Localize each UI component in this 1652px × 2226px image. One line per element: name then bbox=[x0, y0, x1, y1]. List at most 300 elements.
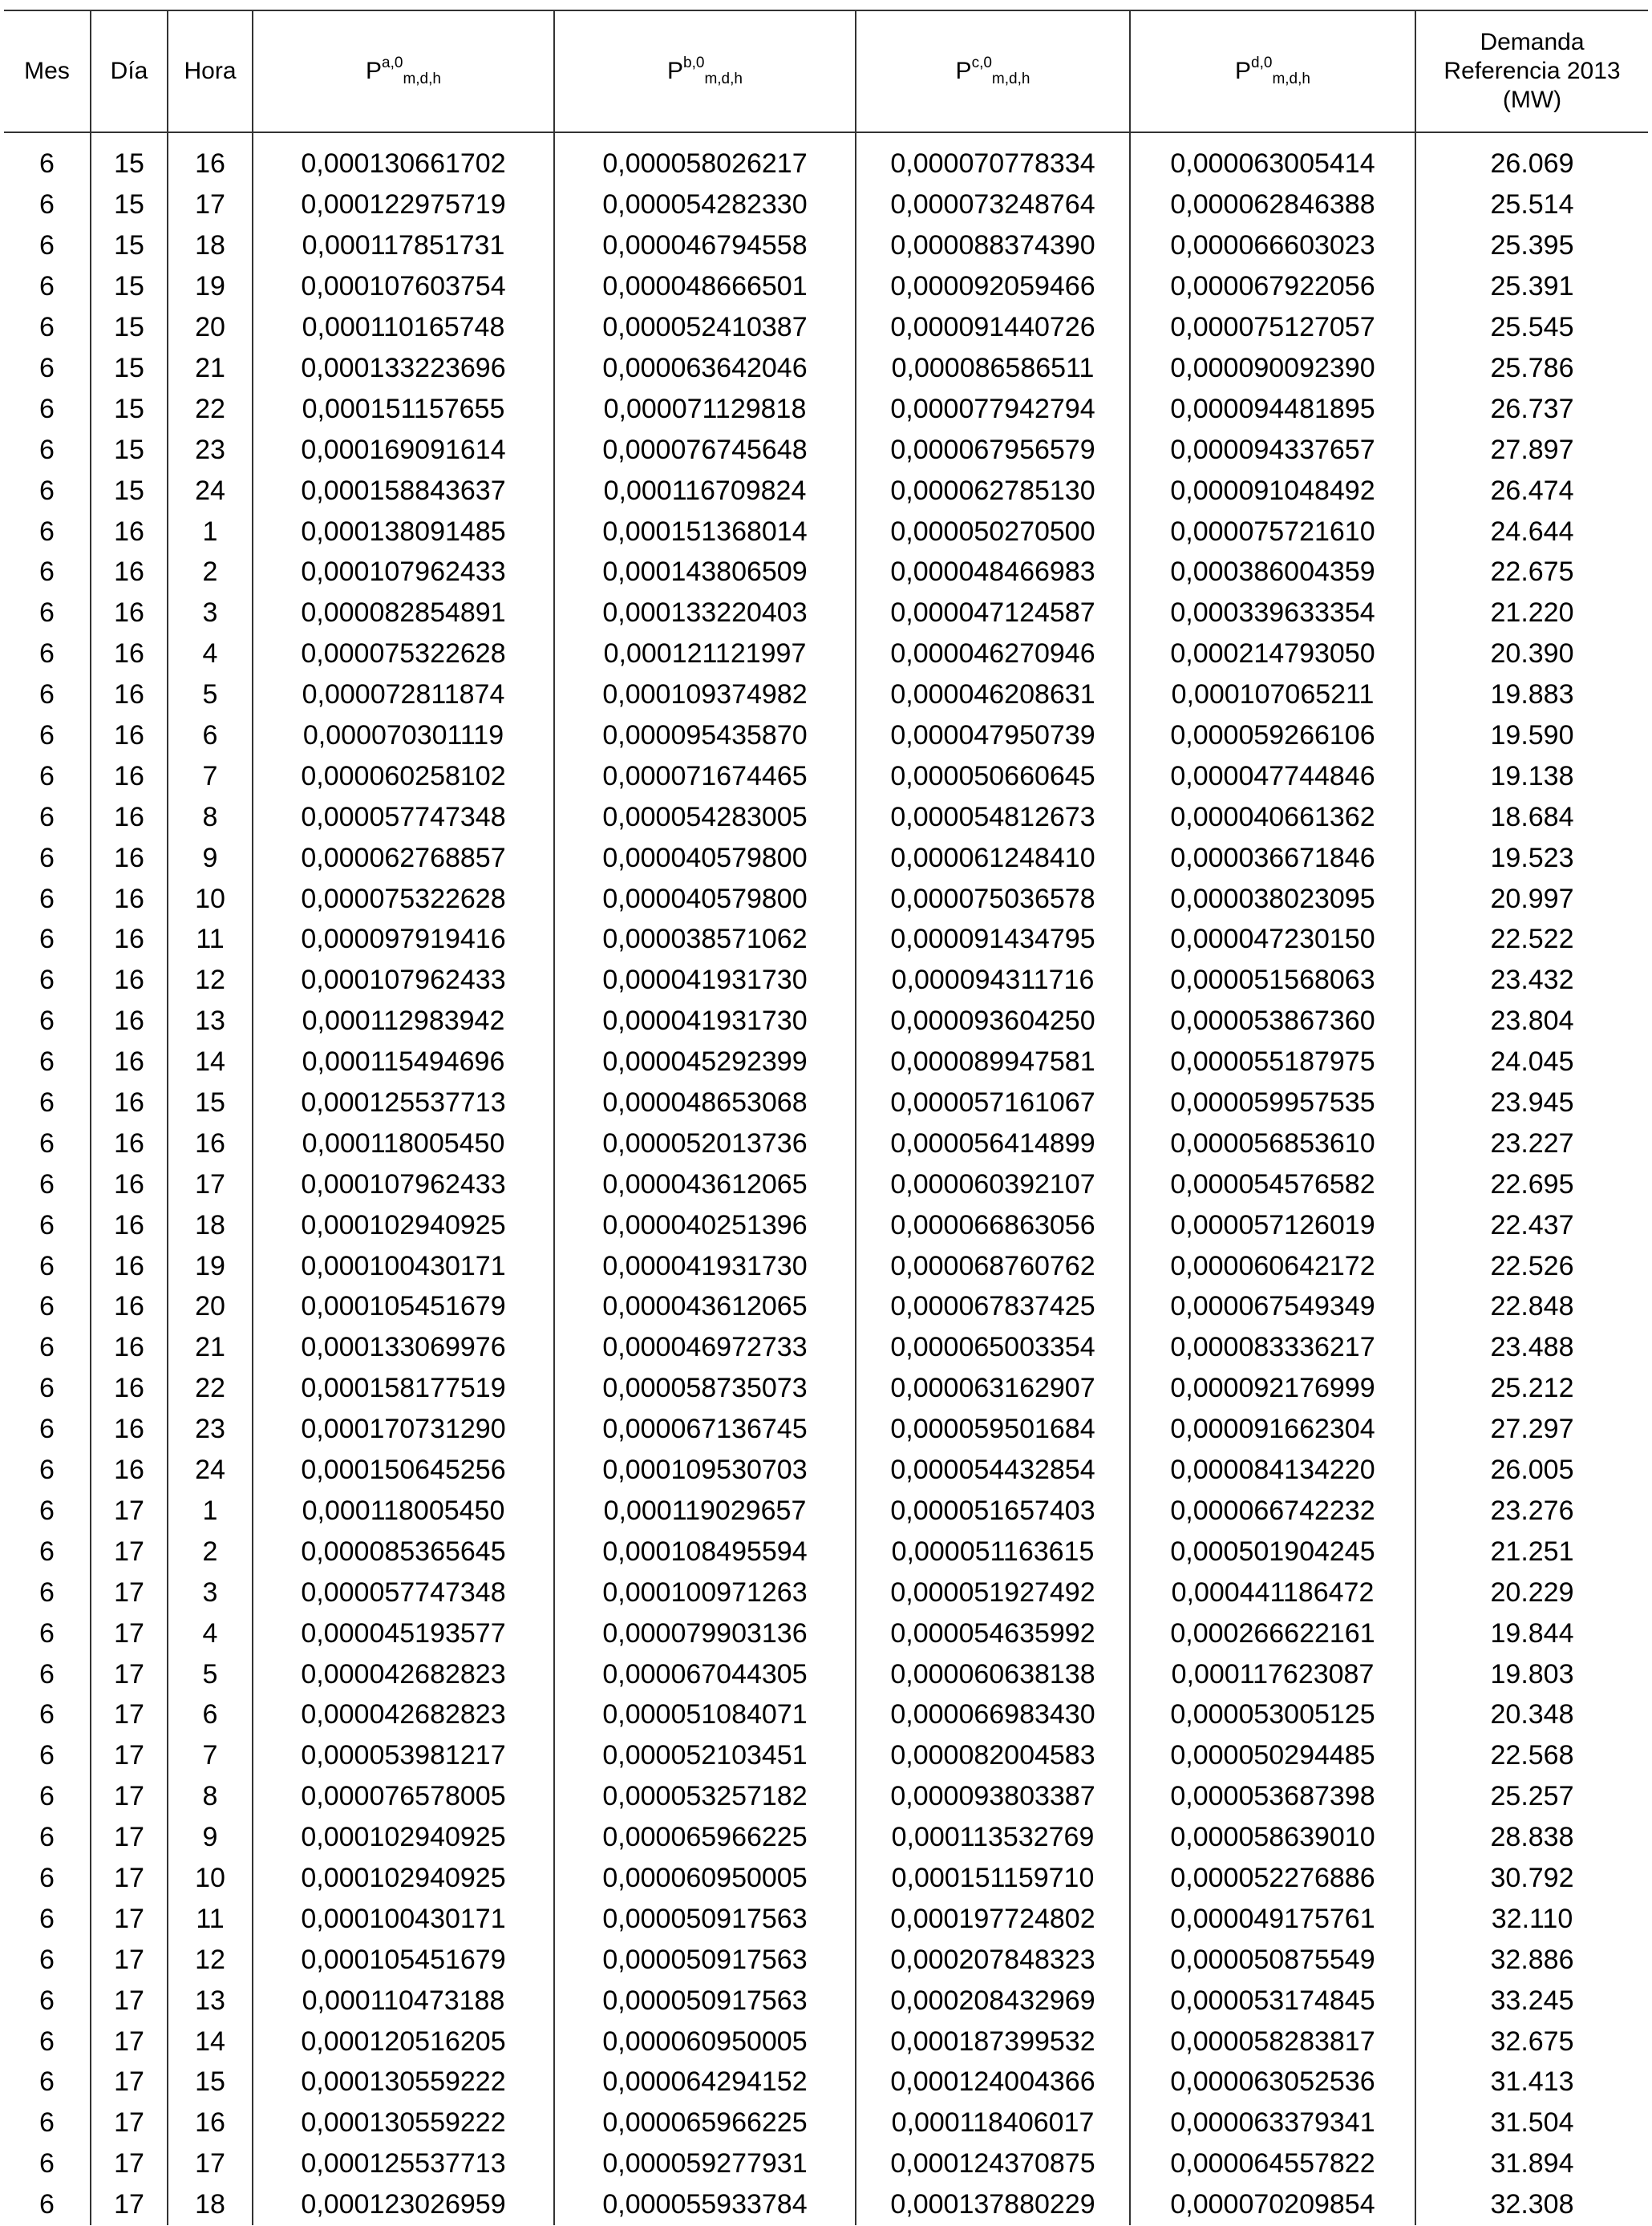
cell-hora: 18 bbox=[168, 2184, 253, 2225]
cell-hora: 7 bbox=[168, 755, 253, 796]
cell-dia: 16 bbox=[91, 715, 168, 756]
header-pa-base: P bbox=[366, 58, 383, 84]
cell-hora: 6 bbox=[168, 715, 253, 756]
cell-pa: 0,000042682823 bbox=[253, 1653, 554, 1694]
cell-pd: 0,000107065211 bbox=[1130, 674, 1415, 715]
cell-pa: 0,000110165748 bbox=[253, 307, 554, 348]
cell-hora: 2 bbox=[168, 1531, 253, 1572]
cell-pa: 0,000110473188 bbox=[253, 1980, 554, 2021]
cell-hora: 12 bbox=[168, 1939, 253, 1980]
cell-mes: 6 bbox=[39, 1985, 55, 2016]
cell-pb: 0,000043612065 bbox=[554, 1164, 856, 1204]
cell-demanda: 25.257 bbox=[1415, 1776, 1648, 1817]
cell-pd: 0,000070209854 bbox=[1130, 2184, 1415, 2225]
cell-pc: 0,000208432969 bbox=[856, 1980, 1130, 2021]
cell-mes: 6 bbox=[39, 1209, 55, 1240]
header-pc-sup: c,0 bbox=[971, 55, 992, 71]
cell-pa: 0,000125537713 bbox=[253, 1083, 554, 1123]
cell-hora: 16 bbox=[168, 1123, 253, 1164]
cell-pc: 0,000051657403 bbox=[856, 1491, 1130, 1532]
cell-demanda: 23.276 bbox=[1415, 1491, 1648, 1532]
cell-hora: 10 bbox=[168, 1858, 253, 1899]
cell-demanda: 30.792 bbox=[1415, 1858, 1648, 1899]
cell-mes: 6 bbox=[39, 1658, 55, 1690]
table-row bbox=[4, 552, 1648, 593]
cell-dia: 16 bbox=[91, 1368, 168, 1409]
table-row bbox=[4, 1409, 1648, 1450]
header-pd-sub: m,d,h bbox=[1272, 71, 1310, 87]
cell-hora: 21 bbox=[168, 1327, 253, 1368]
cell-pb: 0,000119029657 bbox=[554, 1491, 856, 1532]
table-row bbox=[4, 1001, 1648, 1042]
cell-pc: 0,000051927492 bbox=[856, 1572, 1130, 1613]
cell-pb: 0,000060950005 bbox=[554, 2021, 856, 2062]
header-pb-sub: m,d,h bbox=[704, 71, 743, 87]
cell-mes: 6 bbox=[39, 1291, 55, 1322]
cell-demanda: 21.220 bbox=[1415, 593, 1648, 633]
cell-demanda: 24.045 bbox=[1415, 1042, 1648, 1083]
cell-pc: 0,000137880229 bbox=[856, 2184, 1130, 2225]
cell-pd: 0,000066742232 bbox=[1130, 1491, 1415, 1532]
cell-dia: 17 bbox=[91, 1776, 168, 1817]
cell-hora: 10 bbox=[168, 878, 253, 919]
cell-pa: 0,000158843637 bbox=[253, 470, 554, 511]
cell-hora: 2 bbox=[168, 552, 253, 593]
cell-dia: 16 bbox=[91, 1001, 168, 1042]
cell-demanda: 20.390 bbox=[1415, 633, 1648, 674]
cell-pc: 0,000151159710 bbox=[856, 1858, 1130, 1899]
cell-pd: 0,000266622161 bbox=[1130, 1613, 1415, 1653]
cell-mes: 6 bbox=[39, 1944, 55, 1975]
cell-mes: 6 bbox=[39, 271, 55, 302]
table-row bbox=[4, 348, 1648, 389]
cell-dia: 16 bbox=[91, 1042, 168, 1083]
cell-hora: 11 bbox=[168, 1898, 253, 1939]
cell-hora: 19 bbox=[168, 266, 253, 307]
cell-pc: 0,000050270500 bbox=[856, 511, 1130, 552]
cell-pc: 0,000054812673 bbox=[856, 796, 1130, 837]
cell-hora: 18 bbox=[168, 1204, 253, 1245]
cell-pd: 0,000051568063 bbox=[1130, 960, 1415, 1001]
cell-pd: 0,000066603023 bbox=[1130, 225, 1415, 266]
cell-mes: 6 bbox=[39, 1332, 55, 1363]
cell-pa: 0,000102940925 bbox=[253, 1858, 554, 1899]
cell-pc: 0,000077942794 bbox=[856, 388, 1130, 429]
cell-dia: 16 bbox=[91, 919, 168, 960]
cell-pa: 0,000045193577 bbox=[253, 1613, 554, 1653]
cell-mes: 6 bbox=[39, 2066, 55, 2098]
cell-dia: 17 bbox=[91, 1858, 168, 1899]
cell-pa: 0,000105451679 bbox=[253, 1286, 554, 1327]
cell-pb: 0,000046794558 bbox=[554, 225, 856, 266]
cell-pa: 0,000082854891 bbox=[253, 593, 554, 633]
table-row bbox=[4, 837, 1648, 878]
cell-demanda: 31.413 bbox=[1415, 2062, 1648, 2103]
cell-dia: 17 bbox=[91, 1694, 168, 1735]
cell-demanda: 23.804 bbox=[1415, 1001, 1648, 1042]
table-row bbox=[4, 1572, 1648, 1613]
cell-pd: 0,000040661362 bbox=[1130, 796, 1415, 837]
cell-mes: 6 bbox=[39, 801, 55, 832]
cell-pc: 0,000060638138 bbox=[856, 1653, 1130, 1694]
cell-pd: 0,000117623087 bbox=[1130, 1653, 1415, 1694]
cell-demanda: 22.568 bbox=[1415, 1735, 1648, 1776]
table-body bbox=[4, 132, 1648, 2225]
cell-mes: 6 bbox=[39, 2026, 55, 2057]
cell-pa: 0,000053981217 bbox=[253, 1735, 554, 1776]
cell-pb: 0,000054283005 bbox=[554, 796, 856, 837]
cell-demanda: 28.838 bbox=[1415, 1817, 1648, 1858]
cell-pd: 0,000062846388 bbox=[1130, 184, 1415, 225]
cell-mes: 6 bbox=[39, 2148, 55, 2179]
cell-pa: 0,000060258102 bbox=[253, 755, 554, 796]
cell-pa: 0,000138091485 bbox=[253, 511, 554, 552]
header-pd bbox=[1130, 10, 1415, 132]
cell-dia: 17 bbox=[91, 2184, 168, 2225]
cell-pb: 0,000059277931 bbox=[554, 2143, 856, 2184]
cell-pa: 0,000062768857 bbox=[253, 837, 554, 878]
cell-pb: 0,000133220403 bbox=[554, 593, 856, 633]
header-demanda-line1: Demanda bbox=[1480, 29, 1585, 55]
cell-pa: 0,000130559222 bbox=[253, 2062, 554, 2103]
cell-pd: 0,000038023095 bbox=[1130, 878, 1415, 919]
cell-mes: 6 bbox=[39, 842, 55, 873]
cell-pb: 0,000041931730 bbox=[554, 960, 856, 1001]
table-row bbox=[4, 1694, 1648, 1735]
cell-mes: 6 bbox=[39, 1617, 55, 1649]
cell-pd: 0,000047744846 bbox=[1130, 755, 1415, 796]
cell-dia: 15 bbox=[91, 184, 168, 225]
cell-pa: 0,000112983942 bbox=[253, 1001, 554, 1042]
cell-mes: 6 bbox=[39, 1046, 55, 1078]
cell-pb: 0,000045292399 bbox=[554, 1042, 856, 1083]
cell-dia: 17 bbox=[91, 1980, 168, 2021]
cell-pa: 0,000057747348 bbox=[253, 1572, 554, 1613]
cell-pa: 0,000133223696 bbox=[253, 348, 554, 389]
cell-pd: 0,000214793050 bbox=[1130, 633, 1415, 674]
cell-pd: 0,000056853610 bbox=[1130, 1123, 1415, 1164]
cell-demanda: 19.523 bbox=[1415, 837, 1648, 878]
cell-pa: 0,000075322628 bbox=[253, 633, 554, 674]
cell-demanda: 20.348 bbox=[1415, 1694, 1648, 1735]
cell-dia: 15 bbox=[91, 429, 168, 470]
cell-hora: 7 bbox=[168, 1735, 253, 1776]
cell-demanda: 23.488 bbox=[1415, 1327, 1648, 1368]
header-pb bbox=[554, 10, 856, 132]
cell-pc: 0,000046270946 bbox=[856, 633, 1130, 674]
cell-pa: 0,000118005450 bbox=[253, 1491, 554, 1532]
header-pd-sup: d,0 bbox=[1251, 55, 1273, 71]
cell-pa: 0,000100430171 bbox=[253, 1245, 554, 1286]
cell-pb: 0,000046972733 bbox=[554, 1327, 856, 1368]
cell-pd: 0,000049175761 bbox=[1130, 1898, 1415, 1939]
cell-hora: 23 bbox=[168, 1409, 253, 1450]
cell-pa: 0,000130559222 bbox=[253, 2103, 554, 2143]
cell-mes: 6 bbox=[39, 679, 55, 710]
table-row bbox=[4, 1245, 1648, 1286]
cell-hora: 11 bbox=[168, 919, 253, 960]
table-row bbox=[4, 1776, 1648, 1817]
cell-hora: 9 bbox=[168, 837, 253, 878]
cell-pb: 0,000052103451 bbox=[554, 1735, 856, 1776]
cell-pd: 0,000084134220 bbox=[1130, 1450, 1415, 1491]
cell-pb: 0,000076745648 bbox=[554, 429, 856, 470]
cell-hora: 13 bbox=[168, 1980, 253, 2021]
table-row bbox=[4, 1286, 1648, 1327]
cell-pb: 0,000052013736 bbox=[554, 1123, 856, 1164]
header-pb-base: P bbox=[667, 58, 684, 84]
cell-pc: 0,000089947581 bbox=[856, 1042, 1130, 1083]
cell-hora: 23 bbox=[168, 429, 253, 470]
cell-pa: 0,000076578005 bbox=[253, 1776, 554, 1817]
cell-dia: 15 bbox=[91, 225, 168, 266]
cell-pa: 0,000130661702 bbox=[253, 132, 554, 184]
cell-demanda: 22.522 bbox=[1415, 919, 1648, 960]
cell-pc: 0,000056414899 bbox=[856, 1123, 1130, 1164]
cell-hora: 15 bbox=[168, 2062, 253, 2103]
cell-mes: 6 bbox=[39, 638, 55, 670]
table-row bbox=[4, 755, 1648, 796]
cell-pb: 0,000108495594 bbox=[554, 1531, 856, 1572]
cell-pc: 0,000091434795 bbox=[856, 919, 1130, 960]
cell-hora: 4 bbox=[168, 1613, 253, 1653]
cell-dia: 17 bbox=[91, 1735, 168, 1776]
cell-demanda: 22.526 bbox=[1415, 1245, 1648, 1286]
table-row bbox=[4, 184, 1648, 225]
cell-pb: 0,000143806509 bbox=[554, 552, 856, 593]
cell-pa: 0,000120516205 bbox=[253, 2021, 554, 2062]
cell-demanda: 19.138 bbox=[1415, 755, 1648, 796]
cell-pa: 0,000170731290 bbox=[253, 1409, 554, 1450]
cell-pa: 0,000085365645 bbox=[253, 1531, 554, 1572]
cell-pc: 0,000092059466 bbox=[856, 266, 1130, 307]
cell-pb: 0,000064294152 bbox=[554, 2062, 856, 2103]
cell-dia: 16 bbox=[91, 552, 168, 593]
cell-pa: 0,000107603754 bbox=[253, 266, 554, 307]
cell-mes: 6 bbox=[39, 556, 55, 588]
cell-mes: 6 bbox=[39, 1006, 55, 1037]
cell-demanda: 20.997 bbox=[1415, 878, 1648, 919]
cell-dia: 16 bbox=[91, 674, 168, 715]
header-demanda bbox=[1415, 10, 1648, 132]
cell-pa: 0,000150645256 bbox=[253, 1450, 554, 1491]
table-row bbox=[4, 1042, 1648, 1083]
cell-pd: 0,000054576582 bbox=[1130, 1164, 1415, 1204]
cell-mes: 6 bbox=[39, 434, 55, 465]
cell-pb: 0,000116709824 bbox=[554, 470, 856, 511]
cell-hora: 5 bbox=[168, 674, 253, 715]
cell-demanda: 25.786 bbox=[1415, 348, 1648, 389]
cell-pd: 0,000075127057 bbox=[1130, 307, 1415, 348]
table-row bbox=[4, 1327, 1648, 1368]
cell-pb: 0,000079903136 bbox=[554, 1613, 856, 1653]
table-row bbox=[4, 2103, 1648, 2143]
cell-demanda: 25.545 bbox=[1415, 307, 1648, 348]
table-row bbox=[4, 878, 1648, 919]
cell-pc: 0,000093604250 bbox=[856, 1001, 1130, 1042]
cell-demanda: 24.644 bbox=[1415, 511, 1648, 552]
header-demanda-line2: Referencia 2013 bbox=[1443, 58, 1621, 84]
cell-pa: 0,000102940925 bbox=[253, 1204, 554, 1245]
cell-mes: 6 bbox=[39, 1414, 55, 1445]
cell-pb: 0,000050917563 bbox=[554, 1939, 856, 1980]
cell-demanda: 20.229 bbox=[1415, 1572, 1648, 1613]
cell-hora: 18 bbox=[168, 225, 253, 266]
table-row bbox=[4, 132, 1648, 184]
cell-pa: 0,000133069976 bbox=[253, 1327, 554, 1368]
cell-demanda: 32.886 bbox=[1415, 1939, 1648, 1980]
cell-dia: 16 bbox=[91, 593, 168, 633]
cell-pb: 0,000052410387 bbox=[554, 307, 856, 348]
cell-dia: 16 bbox=[91, 1450, 168, 1491]
table-row bbox=[4, 1735, 1648, 1776]
cell-pc: 0,000094311716 bbox=[856, 960, 1130, 1001]
cell-mes: 6 bbox=[39, 393, 55, 424]
cell-pd: 0,000091662304 bbox=[1130, 1409, 1415, 1450]
cell-mes: 6 bbox=[39, 1903, 55, 1934]
cell-pa: 0,000117851731 bbox=[253, 225, 554, 266]
cell-pa: 0,000158177519 bbox=[253, 1368, 554, 1409]
header-pa-sup: a,0 bbox=[382, 55, 403, 71]
table-row bbox=[4, 2062, 1648, 2103]
cell-demanda: 27.297 bbox=[1415, 1409, 1648, 1450]
cell-demanda: 26.474 bbox=[1415, 470, 1648, 511]
cell-pb: 0,000043612065 bbox=[554, 1286, 856, 1327]
table-row bbox=[4, 1653, 1648, 1694]
cell-pd: 0,000090092390 bbox=[1130, 348, 1415, 389]
cell-pb: 0,000063642046 bbox=[554, 348, 856, 389]
header-row bbox=[4, 10, 1648, 132]
cell-dia: 17 bbox=[91, 1653, 168, 1694]
cell-pd: 0,000067922056 bbox=[1130, 266, 1415, 307]
cell-pd: 0,000055187975 bbox=[1130, 1042, 1415, 1083]
cell-pd: 0,000075721610 bbox=[1130, 511, 1415, 552]
cell-mes: 6 bbox=[39, 1862, 55, 1893]
cell-hora: 8 bbox=[168, 796, 253, 837]
table-row bbox=[4, 1164, 1648, 1204]
header-pc bbox=[856, 10, 1130, 132]
cell-mes: 6 bbox=[39, 148, 55, 179]
cell-mes: 6 bbox=[39, 1822, 55, 1853]
table-row bbox=[4, 960, 1648, 1001]
cell-pa: 0,000057747348 bbox=[253, 796, 554, 837]
cell-pc: 0,000093803387 bbox=[856, 1776, 1130, 1817]
table-row bbox=[4, 593, 1648, 633]
cell-pc: 0,000073248764 bbox=[856, 184, 1130, 225]
cell-pd: 0,000441186472 bbox=[1130, 1572, 1415, 1613]
cell-demanda: 22.437 bbox=[1415, 1204, 1648, 1245]
cell-pd: 0,000050875549 bbox=[1130, 1939, 1415, 1980]
table-row bbox=[4, 633, 1648, 674]
cell-pb: 0,000065966225 bbox=[554, 2103, 856, 2143]
table-row bbox=[4, 225, 1648, 266]
cell-demanda: 19.844 bbox=[1415, 1613, 1648, 1653]
cell-dia: 16 bbox=[91, 878, 168, 919]
table-row bbox=[4, 1898, 1648, 1939]
cell-pb: 0,000095435870 bbox=[554, 715, 856, 756]
cell-pd: 0,000063052536 bbox=[1130, 2062, 1415, 2103]
cell-pc: 0,000057161067 bbox=[856, 1083, 1130, 1123]
cell-pd: 0,000053005125 bbox=[1130, 1694, 1415, 1735]
cell-demanda: 26.069 bbox=[1415, 132, 1648, 184]
cell-pd: 0,000091048492 bbox=[1130, 470, 1415, 511]
cell-pc: 0,000050660645 bbox=[856, 755, 1130, 796]
cell-demanda: 27.897 bbox=[1415, 429, 1648, 470]
cell-mes: 6 bbox=[39, 965, 55, 996]
cell-mes: 6 bbox=[39, 924, 55, 955]
cell-dia: 15 bbox=[91, 307, 168, 348]
cell-demanda: 32.308 bbox=[1415, 2184, 1648, 2225]
cell-pb: 0,000065966225 bbox=[554, 1817, 856, 1858]
cell-pc: 0,000068760762 bbox=[856, 1245, 1130, 1286]
cell-pa: 0,000122975719 bbox=[253, 184, 554, 225]
cell-pa: 0,000075322628 bbox=[253, 878, 554, 919]
cell-demanda: 19.883 bbox=[1415, 674, 1648, 715]
cell-mes: 6 bbox=[39, 230, 55, 261]
cell-demanda: 31.894 bbox=[1415, 2143, 1648, 2184]
cell-hora: 15 bbox=[168, 1083, 253, 1123]
cell-dia: 16 bbox=[91, 1164, 168, 1204]
cell-dia: 16 bbox=[91, 1409, 168, 1450]
cell-dia: 16 bbox=[91, 960, 168, 1001]
cell-pd: 0,000059957535 bbox=[1130, 1083, 1415, 1123]
cell-pc: 0,000063162907 bbox=[856, 1368, 1130, 1409]
cell-dia: 16 bbox=[91, 837, 168, 878]
cell-demanda: 19.803 bbox=[1415, 1653, 1648, 1694]
cell-hora: 17 bbox=[168, 1164, 253, 1204]
cell-pd: 0,000083336217 bbox=[1130, 1327, 1415, 1368]
cell-mes: 6 bbox=[39, 1699, 55, 1730]
cell-mes: 6 bbox=[39, 760, 55, 791]
cell-pc: 0,000062785130 bbox=[856, 470, 1130, 511]
cell-dia: 16 bbox=[91, 511, 168, 552]
cell-pc: 0,000051163615 bbox=[856, 1531, 1130, 1572]
table-row bbox=[4, 429, 1648, 470]
cell-demanda: 18.684 bbox=[1415, 796, 1648, 837]
cell-pa: 0,000107962433 bbox=[253, 552, 554, 593]
cell-pd: 0,000050294485 bbox=[1130, 1735, 1415, 1776]
cell-hora: 16 bbox=[168, 132, 253, 184]
cell-pd: 0,000058639010 bbox=[1130, 1817, 1415, 1858]
cell-demanda: 23.945 bbox=[1415, 1083, 1648, 1123]
cell-mes: 6 bbox=[39, 1250, 55, 1281]
table-row bbox=[4, 796, 1648, 837]
cell-pb: 0,000071129818 bbox=[554, 388, 856, 429]
cell-hora: 1 bbox=[168, 1491, 253, 1532]
header-pc-base: P bbox=[955, 58, 972, 84]
cell-hora: 3 bbox=[168, 1572, 253, 1613]
table-row bbox=[4, 266, 1648, 307]
table-row bbox=[4, 2143, 1648, 2184]
cell-pd: 0,000053174845 bbox=[1130, 1980, 1415, 2021]
cell-pc: 0,000047124587 bbox=[856, 593, 1130, 633]
cell-pb: 0,000109530703 bbox=[554, 1450, 856, 1491]
cell-mes: 6 bbox=[39, 516, 55, 547]
cell-pa: 0,000100430171 bbox=[253, 1898, 554, 1939]
table-row bbox=[4, 715, 1648, 756]
cell-pd: 0,000094337657 bbox=[1130, 429, 1415, 470]
cell-pa: 0,000042682823 bbox=[253, 1694, 554, 1735]
cell-hora: 19 bbox=[168, 1245, 253, 1286]
cell-pb: 0,000040251396 bbox=[554, 1204, 856, 1245]
table-row bbox=[4, 1083, 1648, 1123]
cell-demanda: 22.675 bbox=[1415, 552, 1648, 593]
cell-pd: 0,000339633354 bbox=[1130, 593, 1415, 633]
cell-pb: 0,000053257182 bbox=[554, 1776, 856, 1817]
cell-dia: 17 bbox=[91, 1531, 168, 1572]
cell-demanda: 25.212 bbox=[1415, 1368, 1648, 1409]
cell-pc: 0,000067956579 bbox=[856, 429, 1130, 470]
